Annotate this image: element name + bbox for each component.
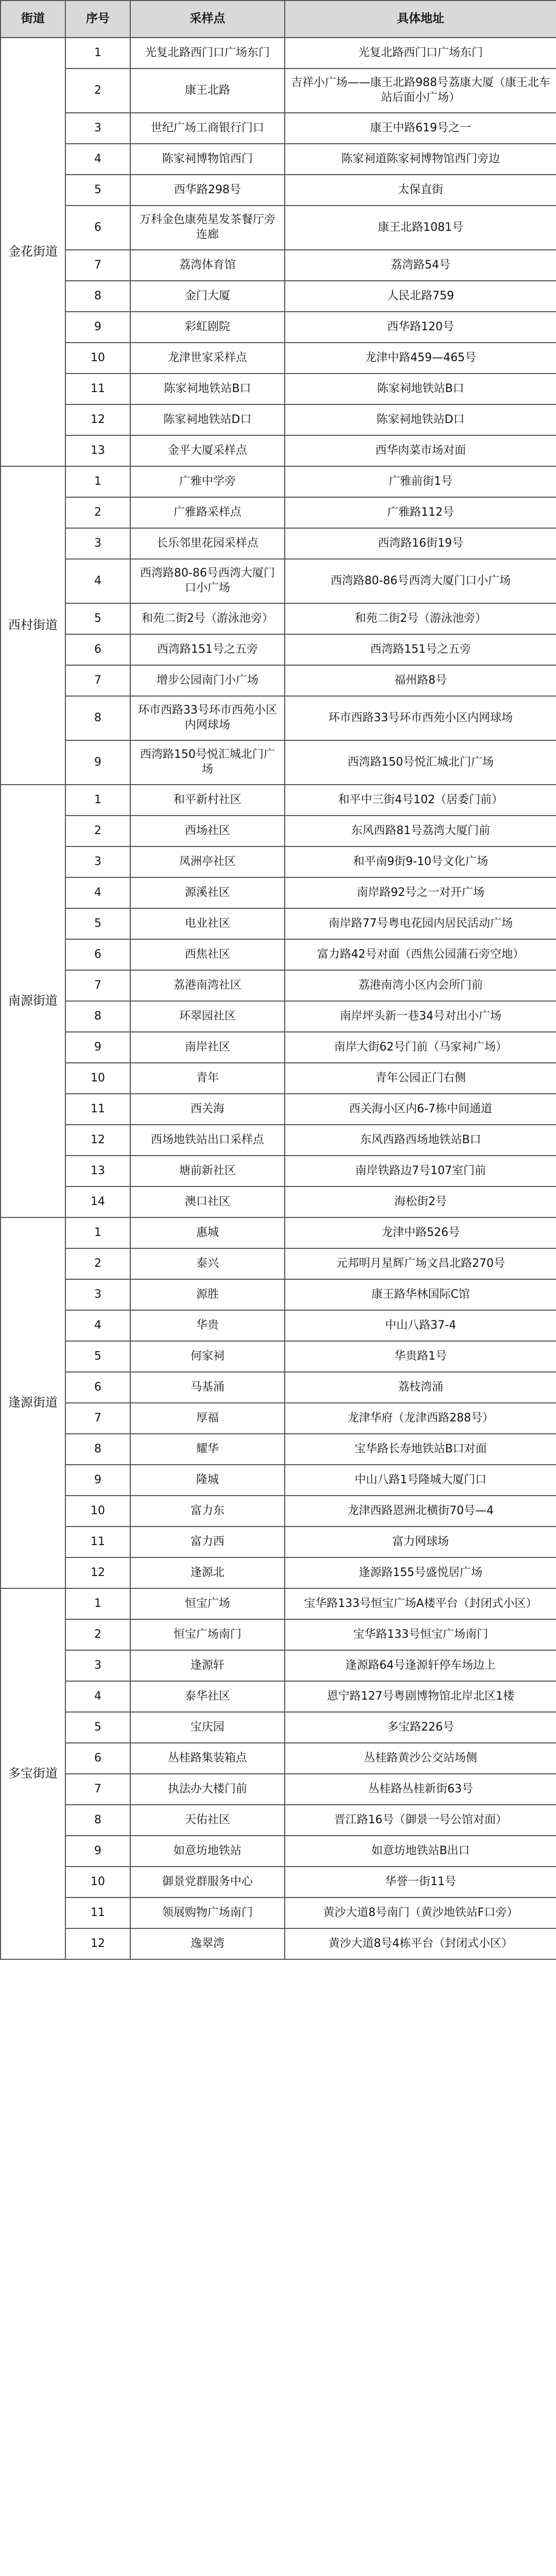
address-cell: 龙津华府（龙津西路288号）: [285, 1403, 556, 1434]
table-row: [1, 1650, 556, 1681]
table-row: [1, 1372, 556, 1403]
header-index: 序号: [65, 1, 130, 38]
address-cell: 康王中路619号之一: [285, 113, 556, 144]
table-row: [1, 877, 556, 908]
address-cell: 龙津中路459—465号: [285, 343, 556, 374]
address-cell: 黄沙大道8号南门（黄沙地铁站F口旁）: [285, 1897, 556, 1928]
sampling-point-cell: 陈家祠博物馆西门: [130, 144, 285, 175]
table-row: [1, 435, 556, 466]
address-cell: 南岸路77号粤电花园内居民活动广场: [285, 908, 556, 939]
index-cell: 12: [65, 1557, 130, 1588]
sampling-point-cell: 华贵: [130, 1310, 285, 1341]
address-cell: 海松街2号: [285, 1187, 556, 1217]
table-row: [1, 1341, 556, 1372]
address-cell: 南岸大街62号门前（马家祠广场）: [285, 1032, 556, 1063]
table-row: [1, 559, 556, 603]
address-cell: 恩宁路127号粤剧博物馆北岸北区1楼: [285, 1681, 556, 1712]
sampling-point-cell: 马基涌: [130, 1372, 285, 1403]
address-cell: 龙津中路526号: [285, 1217, 556, 1248]
index-cell: 2: [65, 816, 130, 846]
index-cell: 11: [65, 1527, 130, 1557]
index-cell: 8: [65, 1001, 130, 1032]
index-cell: 10: [65, 343, 130, 374]
table-row: [1, 1496, 556, 1527]
address-cell: 富力网球场: [285, 1527, 556, 1557]
table-body: [1, 38, 556, 1959]
sampling-point-cell: 天佑社区: [130, 1805, 285, 1836]
table-row: [1, 1403, 556, 1434]
index-cell: 13: [65, 435, 130, 466]
table-row: [1, 343, 556, 374]
sampling-point-cell: 何家祠: [130, 1341, 285, 1372]
table-header-row: [1, 1, 556, 38]
address-cell: 逢源路155号盛悦居广场: [285, 1557, 556, 1588]
table-row: [1, 634, 556, 665]
sampling-point-cell: 增步公园南门小广场: [130, 665, 285, 696]
sampling-point-cell: 环市西路33号环市西苑小区内网球场: [130, 696, 285, 740]
index-cell: 3: [65, 846, 130, 877]
sampling-point-cell: 西场地铁站出口采样点: [130, 1125, 285, 1156]
sampling-point-cell: 龙津世家采样点: [130, 343, 285, 374]
address-cell: 宝华路133号恒宝广场A楼平台（封闭式小区）: [285, 1588, 556, 1619]
table-row: [1, 281, 556, 312]
index-cell: 5: [65, 1712, 130, 1743]
table-row: [1, 740, 556, 785]
sampling-point-cell: 西华路298号: [130, 175, 285, 206]
address-cell: 富力路42号对面（西焦公园蒲石旁空地）: [285, 939, 556, 970]
sampling-point-cell: 源胜: [130, 1279, 285, 1310]
sampling-point-cell: 青年: [130, 1063, 285, 1094]
index-cell: 10: [65, 1063, 130, 1094]
sampling-point-cell: 西湾路151号之五旁: [130, 634, 285, 665]
sampling-point-cell: 和平新村社区: [130, 785, 285, 816]
address-cell: 丛桂路黄沙公交站场侧: [285, 1743, 556, 1774]
index-cell: 2: [65, 1619, 130, 1650]
table-row: [1, 1928, 556, 1959]
address-cell: 光复北路西门口广场东门: [285, 38, 556, 69]
address-cell: 西华肉菜市场对面: [285, 435, 556, 466]
sampling-point-cell: 逸翠湾: [130, 1928, 285, 1959]
index-cell: 12: [65, 1928, 130, 1959]
index-cell: 1: [65, 785, 130, 816]
address-cell: 青年公园正门右侧: [285, 1063, 556, 1094]
table-row: [1, 144, 556, 175]
address-cell: 华贵路1号: [285, 1341, 556, 1372]
address-cell: 宝华路133号恒宝广场南门: [285, 1619, 556, 1650]
index-cell: 9: [65, 740, 130, 785]
address-cell: 黄沙大道8号4栋平台（封闭式小区）: [285, 1928, 556, 1959]
table-row: [1, 1588, 556, 1619]
sampling-point-cell: 广雅路采样点: [130, 497, 285, 528]
address-cell: 南岸坪头新一巷34号对出小广场: [285, 1001, 556, 1032]
header-sampling-point: 采样点: [130, 1, 285, 38]
index-cell: 11: [65, 374, 130, 404]
index-cell: 4: [65, 144, 130, 175]
sampling-point-cell: 执法办大楼门前: [130, 1774, 285, 1805]
sampling-point-cell: 恒宝广场: [130, 1588, 285, 1619]
table-row: [1, 603, 556, 634]
index-cell: 5: [65, 603, 130, 634]
table-row: [1, 1805, 556, 1836]
table-row: [1, 528, 556, 559]
table-row: [1, 250, 556, 281]
table-row: [1, 1557, 556, 1588]
index-cell: 3: [65, 1650, 130, 1681]
table-row: [1, 1681, 556, 1712]
index-cell: 9: [65, 1465, 130, 1496]
address-cell: 陈家祠地铁站D口: [285, 404, 556, 435]
sampling-point-cell: 泰华社区: [130, 1681, 285, 1712]
sampling-point-cell: 惠城: [130, 1217, 285, 1248]
index-cell: 5: [65, 1341, 130, 1372]
sampling-point-cell: 丛桂路集装箱点: [130, 1743, 285, 1774]
address-cell: 陈家祠地铁站B口: [285, 374, 556, 404]
sampling-point-cell: 世纪广场工商银行门口: [130, 113, 285, 144]
address-cell: 东风西路西场地铁站B口: [285, 1125, 556, 1156]
table-row: [1, 846, 556, 877]
table-row: [1, 206, 556, 250]
sampling-point-cell: 长乐邻里花园采样点: [130, 528, 285, 559]
sampling-point-cell: 泰兴: [130, 1248, 285, 1279]
address-cell: 和平中三街4号102（居委门前）: [285, 785, 556, 816]
sampling-point-cell: 西湾路150号悦汇城北门广场: [130, 740, 285, 785]
table-row: [1, 1836, 556, 1867]
table-row: [1, 1712, 556, 1743]
address-cell: 东风西路81号荔湾大厦门前: [285, 816, 556, 846]
index-cell: 11: [65, 1897, 130, 1928]
index-cell: 7: [65, 970, 130, 1001]
address-cell: 和苑二街2号（游泳池旁）: [285, 603, 556, 634]
sampling-point-cell: 金平大厦采样点: [130, 435, 285, 466]
table-row: [1, 1032, 556, 1063]
table-row: [1, 1465, 556, 1496]
address-cell: 华誉一街11号: [285, 1867, 556, 1897]
table-row: [1, 1867, 556, 1897]
table-row: [1, 939, 556, 970]
address-cell: 荔港南湾小区内会所门前: [285, 970, 556, 1001]
table-row: [1, 1001, 556, 1032]
index-cell: 4: [65, 1681, 130, 1712]
index-cell: 6: [65, 939, 130, 970]
index-cell: 7: [65, 665, 130, 696]
table-row: [1, 1619, 556, 1650]
table-row: [1, 312, 556, 343]
sampling-point-cell: 金门大厦: [130, 281, 285, 312]
street-cell: 多宝街道: [1, 1588, 65, 1959]
index-cell: 9: [65, 1032, 130, 1063]
table-row: [1, 1434, 556, 1465]
index-cell: 4: [65, 877, 130, 908]
address-cell: 逢源路64号逢源轩停车场边上: [285, 1650, 556, 1681]
sampling-point-cell: 荔港南湾社区: [130, 970, 285, 1001]
sampling-point-cell: 源溪社区: [130, 877, 285, 908]
address-cell: 南岸路92号之一对开广场: [285, 877, 556, 908]
sampling-point-cell: 富力西: [130, 1527, 285, 1557]
sampling-point-cell: 和苑二街2号（游泳池旁）: [130, 603, 285, 634]
address-cell: 宝华路长寿地铁站B口对面: [285, 1434, 556, 1465]
sampling-point-cell: 澳口社区: [130, 1187, 285, 1217]
index-cell: 8: [65, 281, 130, 312]
sampling-point-cell: 彩虹剧院: [130, 312, 285, 343]
table-row: [1, 374, 556, 404]
sampling-point-cell: 领展购物广场南门: [130, 1897, 285, 1928]
index-cell: 5: [65, 908, 130, 939]
sampling-point-cell: 御景党群服务中心: [130, 1867, 285, 1897]
table-row: [1, 1248, 556, 1279]
index-cell: 8: [65, 1805, 130, 1836]
table-row: [1, 175, 556, 206]
address-cell: 环市西路33号环市西苑小区内网球场: [285, 696, 556, 740]
address-cell: 陈家祠道陈家祠博物馆西门旁边: [285, 144, 556, 175]
address-cell: 人民北路759: [285, 281, 556, 312]
sampling-point-cell: 陈家祠地铁站D口: [130, 404, 285, 435]
address-cell: 荔枝湾涌: [285, 1372, 556, 1403]
index-cell: 4: [65, 1310, 130, 1341]
address-cell: 西湾路16街19号: [285, 528, 556, 559]
index-cell: 1: [65, 1217, 130, 1248]
table-row: [1, 908, 556, 939]
table-row: [1, 696, 556, 740]
sampling-point-cell: 万科金色康苑星发茶餐厅旁连廊: [130, 206, 285, 250]
sampling-point-cell: 西场社区: [130, 816, 285, 846]
table-row: [1, 1527, 556, 1557]
index-cell: 9: [65, 1836, 130, 1867]
index-cell: 9: [65, 312, 130, 343]
street-cell: 南源街道: [1, 785, 65, 1217]
sampling-point-cell: 耀华: [130, 1434, 285, 1465]
address-cell: 如意坊地铁站B出口: [285, 1836, 556, 1867]
index-cell: 6: [65, 634, 130, 665]
table-row: [1, 1217, 556, 1248]
sampling-point-cell: 光复北路西门口广场东门: [130, 38, 285, 69]
table-row: [1, 1310, 556, 1341]
index-cell: 10: [65, 1867, 130, 1897]
index-cell: 1: [65, 466, 130, 497]
sampling-point-cell: 南岸社区: [130, 1032, 285, 1063]
address-cell: 荔湾路54号: [285, 250, 556, 281]
table-row: [1, 497, 556, 528]
sampling-point-cell: 环翠园社区: [130, 1001, 285, 1032]
sampling-point-cell: 如意坊地铁站: [130, 1836, 285, 1867]
table-row: [1, 38, 556, 69]
sampling-point-cell: 逢源北: [130, 1557, 285, 1588]
index-cell: 2: [65, 1248, 130, 1279]
address-cell: 广雅路112号: [285, 497, 556, 528]
table-row: [1, 404, 556, 435]
sampling-point-cell: 富力东: [130, 1496, 285, 1527]
sampling-point-cell: 西关海: [130, 1094, 285, 1125]
index-cell: 11: [65, 1094, 130, 1125]
index-cell: 3: [65, 528, 130, 559]
table-row: [1, 69, 556, 113]
header-street: 街道: [1, 1, 65, 38]
table-row: [1, 1125, 556, 1156]
index-cell: 8: [65, 1434, 130, 1465]
address-cell: 康王路华林国际C馆: [285, 1279, 556, 1310]
address-cell: 西湾路80-86号西湾大厦门口小广场: [285, 559, 556, 603]
table-row: [1, 785, 556, 816]
sampling-point-cell: 隆城: [130, 1465, 285, 1496]
sampling-point-cell: 逢源轩: [130, 1650, 285, 1681]
table-row: [1, 1063, 556, 1094]
index-cell: 6: [65, 1743, 130, 1774]
header-address: 具体地址: [285, 1, 556, 38]
index-cell: 12: [65, 1125, 130, 1156]
sampling-point-cell: 厚福: [130, 1403, 285, 1434]
address-cell: 多宝路226号: [285, 1712, 556, 1743]
index-cell: 1: [65, 1588, 130, 1619]
table-row: [1, 816, 556, 846]
index-cell: 7: [65, 1403, 130, 1434]
table-row: [1, 1156, 556, 1187]
address-cell: 元邦明月星辉广场文昌北路270号: [285, 1248, 556, 1279]
address-cell: 西湾路151号之五旁: [285, 634, 556, 665]
table-row: [1, 1279, 556, 1310]
address-cell: 西关海小区内6-7栋中间通道: [285, 1094, 556, 1125]
index-cell: 6: [65, 1372, 130, 1403]
address-cell: 西湾路150号悦汇城北门广场: [285, 740, 556, 785]
address-cell: 吉祥小广场——康王北路988号荔康大厦（康王北车站后面小广场）: [285, 69, 556, 113]
index-cell: 7: [65, 1774, 130, 1805]
address-cell: 南岸铁路边7号107室门前: [285, 1156, 556, 1187]
sampling-point-cell: 康王北路: [130, 69, 285, 113]
index-cell: 5: [65, 175, 130, 206]
street-cell: 逢源街道: [1, 1217, 65, 1588]
index-cell: 14: [65, 1187, 130, 1217]
address-cell: 龙津西路恩洲北横街70号—4: [285, 1496, 556, 1527]
table-row: [1, 1774, 556, 1805]
street-cell: 西村街道: [1, 466, 65, 785]
index-cell: 3: [65, 113, 130, 144]
index-cell: 6: [65, 206, 130, 250]
sampling-point-cell: 陈家祠地铁站B口: [130, 374, 285, 404]
table-row: [1, 1094, 556, 1125]
sampling-point-cell: 塘前新社区: [130, 1156, 285, 1187]
table-row: [1, 1897, 556, 1928]
address-cell: 中山八路1号隆城大厦门口: [285, 1465, 556, 1496]
index-cell: 13: [65, 1156, 130, 1187]
index-cell: 10: [65, 1496, 130, 1527]
index-cell: 2: [65, 69, 130, 113]
sampling-point-cell: 西湾路80-86号西湾大厦门口小广场: [130, 559, 285, 603]
sampling-point-cell: 西焦社区: [130, 939, 285, 970]
table-row: [1, 665, 556, 696]
index-cell: 12: [65, 404, 130, 435]
index-cell: 3: [65, 1279, 130, 1310]
index-cell: 2: [65, 497, 130, 528]
address-cell: 和平南9街9-10号文化广场: [285, 846, 556, 877]
table-row: [1, 113, 556, 144]
address-cell: 广雅前街1号: [285, 466, 556, 497]
index-cell: 8: [65, 696, 130, 740]
address-cell: 中山八路37-4: [285, 1310, 556, 1341]
table-row: [1, 1187, 556, 1217]
address-cell: 丛桂路丛桂新街63号: [285, 1774, 556, 1805]
index-cell: 1: [65, 38, 130, 69]
sampling-point-cell: 凤洲亭社区: [130, 846, 285, 877]
sampling-point-cell: 宝庆园: [130, 1712, 285, 1743]
street-cell: 金花街道: [1, 38, 65, 466]
address-cell: 康王北路1081号: [285, 206, 556, 250]
table-row: [1, 1743, 556, 1774]
index-cell: 7: [65, 250, 130, 281]
address-cell: 晋江路16号（御景一号公馆对面）: [285, 1805, 556, 1836]
sampling-point-cell: 荔湾体育馆: [130, 250, 285, 281]
sampling-point-cell: 恒宝广场南门: [130, 1619, 285, 1650]
address-cell: 太保直街: [285, 175, 556, 206]
sampling-point-cell: 电业社区: [130, 908, 285, 939]
address-cell: 福州路8号: [285, 665, 556, 696]
table-row: [1, 466, 556, 497]
table-row: [1, 970, 556, 1001]
sampling-point-cell: 广雅中学旁: [130, 466, 285, 497]
index-cell: 4: [65, 559, 130, 603]
address-cell: 西华路120号: [285, 312, 556, 343]
